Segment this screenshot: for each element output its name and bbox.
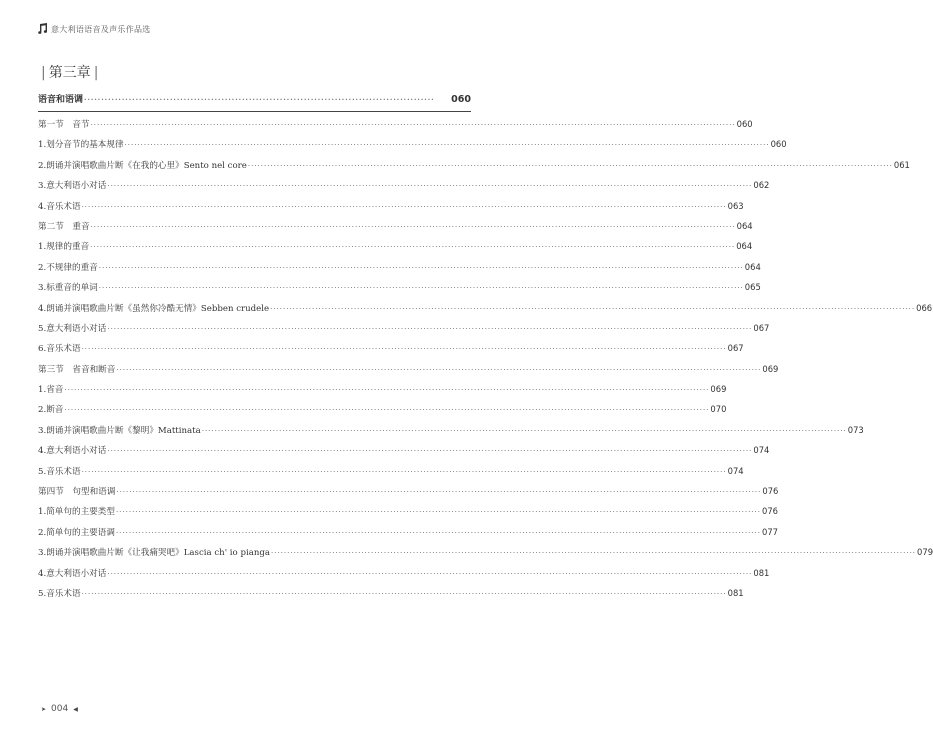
toc-entry[interactable]: [38, 138, 787, 158]
toc-entry[interactable]: [38, 302, 933, 322]
toc-entry[interactable]: [38, 179, 770, 199]
leader-dots: ········································································································································································································: [116, 488, 762, 497]
page-number: 004: [51, 704, 69, 714]
leader-dots: ········································································································································································································: [247, 161, 893, 170]
toc-entry-page: 060: [770, 139, 787, 150]
toc-entry-label: 3.意大利语小对话: [38, 181, 107, 192]
leader-dots: ········································································································································································································: [271, 549, 917, 558]
toc-entry-page: 067: [753, 322, 770, 333]
leader-dots: ········································································································································································································: [81, 345, 727, 354]
toc-entry-page: 063: [727, 200, 744, 211]
running-header: [38, 22, 151, 36]
toc-entry-label: 1.简单句的主要类型: [38, 507, 115, 518]
toc-entry-label: 1.划分音节的基本规律: [38, 140, 124, 151]
toc-entry[interactable]: [38, 322, 770, 342]
toc-entry[interactable]: [38, 465, 744, 485]
toc-main-entry[interactable]: [38, 92, 471, 113]
toc-entry-page: 064: [744, 261, 761, 272]
toc-entry-page: 076: [762, 486, 779, 497]
leader-dots: ········································································································································································································: [90, 121, 736, 129]
chapter-left-bar: |: [41, 65, 46, 81]
leader-dots: ········································································································································································································: [98, 284, 744, 293]
toc-entry[interactable]: [38, 567, 770, 587]
leader-dots: ········································································································································································································: [81, 202, 727, 211]
toc-entry-label: 6.音乐术语: [38, 344, 81, 355]
toc-entry-label: 第二节 重音: [38, 221, 90, 232]
toc-entry-label: 第一节 音节: [38, 120, 90, 130]
toc-entry[interactable]: [38, 363, 779, 383]
toc-entry-page: 079: [917, 547, 933, 558]
toc-entry[interactable]: [38, 383, 727, 403]
toc-entry[interactable]: [38, 424, 864, 444]
toc-entry-label: 4.意大利语小对话: [38, 446, 107, 457]
leader-dots: ········································································································································································································: [64, 386, 710, 395]
toc-entry-label: 1.规律的重音: [38, 242, 90, 253]
leader-dots: ········································································································································································································: [116, 365, 762, 374]
toc-entry-page: 076: [761, 506, 778, 517]
heading-rule: [38, 111, 471, 112]
leader-dots: ········································································································································································································: [81, 589, 727, 598]
toc-entry[interactable]: [38, 444, 770, 464]
toc-entry-label: 第三节 省音和断音: [38, 364, 116, 375]
toc-entry-page: 070: [710, 404, 727, 415]
toc-entry-label: 5.意大利语小对话: [38, 323, 107, 334]
toc-entry[interactable]: [38, 546, 933, 566]
page-footer: [36, 704, 83, 714]
toc-entry-page: 074: [727, 465, 744, 476]
toc-entry-label: 2.简单句的主要语调: [38, 527, 115, 538]
toc-entry-label: 3.标重音的单词: [38, 283, 98, 294]
toc-entry-page: 065: [744, 282, 761, 293]
toc-entry-label: 第四节 句型和语调: [38, 487, 116, 498]
leader-dots: ········································································································································································································: [115, 508, 761, 517]
toc-entry-page: 077: [761, 526, 778, 537]
toc-entry[interactable]: [38, 342, 744, 362]
toc-entry[interactable]: [38, 159, 910, 179]
toc-entry-page: 066: [916, 302, 933, 313]
toc-entry-label: 4.音乐术语: [38, 201, 81, 212]
toc-entry-label: 5.音乐术语: [38, 466, 81, 477]
leader-dots: ······································································································: [84, 95, 435, 104]
book-title: 意大利语语音及声乐作品选: [51, 24, 151, 34]
toc-entry[interactable]: [38, 220, 753, 240]
toc-entry[interactable]: [38, 240, 753, 260]
toc-entry-label: 5.音乐术语: [38, 588, 81, 599]
leader-dots: ········································································································································································································: [90, 222, 736, 231]
toc-entry[interactable]: [38, 485, 779, 505]
toc-main-label: 语音和语调: [38, 95, 84, 105]
leader-dots: ········································································································································································································: [98, 263, 744, 272]
toc-entry-page: 061: [893, 159, 910, 170]
toc-entry-label: 3.朗诵并演唱歌曲片断《黎明》Mattinata: [38, 425, 201, 436]
toc-entry-label: 1.省音: [38, 385, 64, 396]
toc-entry-page: 069: [762, 363, 779, 374]
leader-dots: ········································································································································································································: [115, 528, 761, 537]
toc-entry[interactable]: [38, 118, 753, 138]
leader-dots: ········································································································································································································: [64, 406, 710, 415]
toc-entry-page: 060: [736, 119, 753, 129]
chapter-title: 第三章: [48, 65, 91, 81]
toc-entry[interactable]: [38, 526, 778, 546]
toc-entry-label: 2.不规律的重音: [38, 262, 98, 273]
chapter-right-bar: |: [93, 65, 99, 81]
toc-entry-label: 4.朗诵并演唱歌曲片断《虽然你冷酷无情》Sebben crudele: [38, 303, 270, 314]
leader-dots: ········································································································································································································: [81, 467, 727, 476]
toc-entry[interactable]: [38, 281, 761, 301]
leader-dots: ········································································································································································································: [90, 243, 736, 252]
leader-dots: ········································································································································································································: [201, 426, 847, 435]
toc-entry-page: 064: [736, 220, 753, 231]
toc-entry[interactable]: [38, 200, 744, 220]
leader-dots: ········································································································································································································: [107, 569, 753, 578]
toc-entry-label: 3.朗诵并演唱歌曲片断《让我痛哭吧》Lascia ch' io pianga: [38, 548, 270, 559]
toc-entry[interactable]: [38, 505, 778, 525]
toc-entry[interactable]: [38, 403, 727, 423]
footer-left-marker: ➤: [41, 705, 47, 713]
toc-entry-label: 2.朗诵并演唱歌曲片断《在我的心里》Sento nel core: [38, 160, 247, 171]
toc-entry[interactable]: [38, 587, 744, 607]
music-note-icon: [38, 23, 48, 35]
toc-entry-page: 067: [727, 343, 744, 354]
toc-entry[interactable]: [38, 261, 761, 281]
leader-dots: ········································································································································································································: [107, 182, 753, 191]
toc-main-page: 060: [451, 94, 471, 105]
leader-dots: ········································································································································································································: [107, 324, 753, 333]
toc-entry-page: 081: [727, 587, 744, 598]
toc-entry-page: 062: [753, 180, 770, 191]
toc-entry-page: 069: [710, 384, 727, 395]
leader-dots: ········································································································································································································: [270, 304, 916, 313]
leader-dots: ········································································································································································································: [107, 447, 753, 456]
toc-entry-page: 074: [753, 445, 770, 456]
chapter-heading: [38, 62, 101, 82]
footer-right-marker: ◀: [73, 705, 78, 713]
leader-dots: ········································································································································································································: [124, 141, 770, 150]
table-of-contents: [38, 92, 933, 607]
toc-entry-page: 073: [847, 424, 864, 435]
toc-entry-label: 4.意大利语小对话: [38, 568, 107, 579]
toc-entry-page: 064: [736, 241, 753, 252]
toc-entry-page: 081: [753, 567, 770, 578]
toc-entry-label: 2.断音: [38, 405, 64, 416]
